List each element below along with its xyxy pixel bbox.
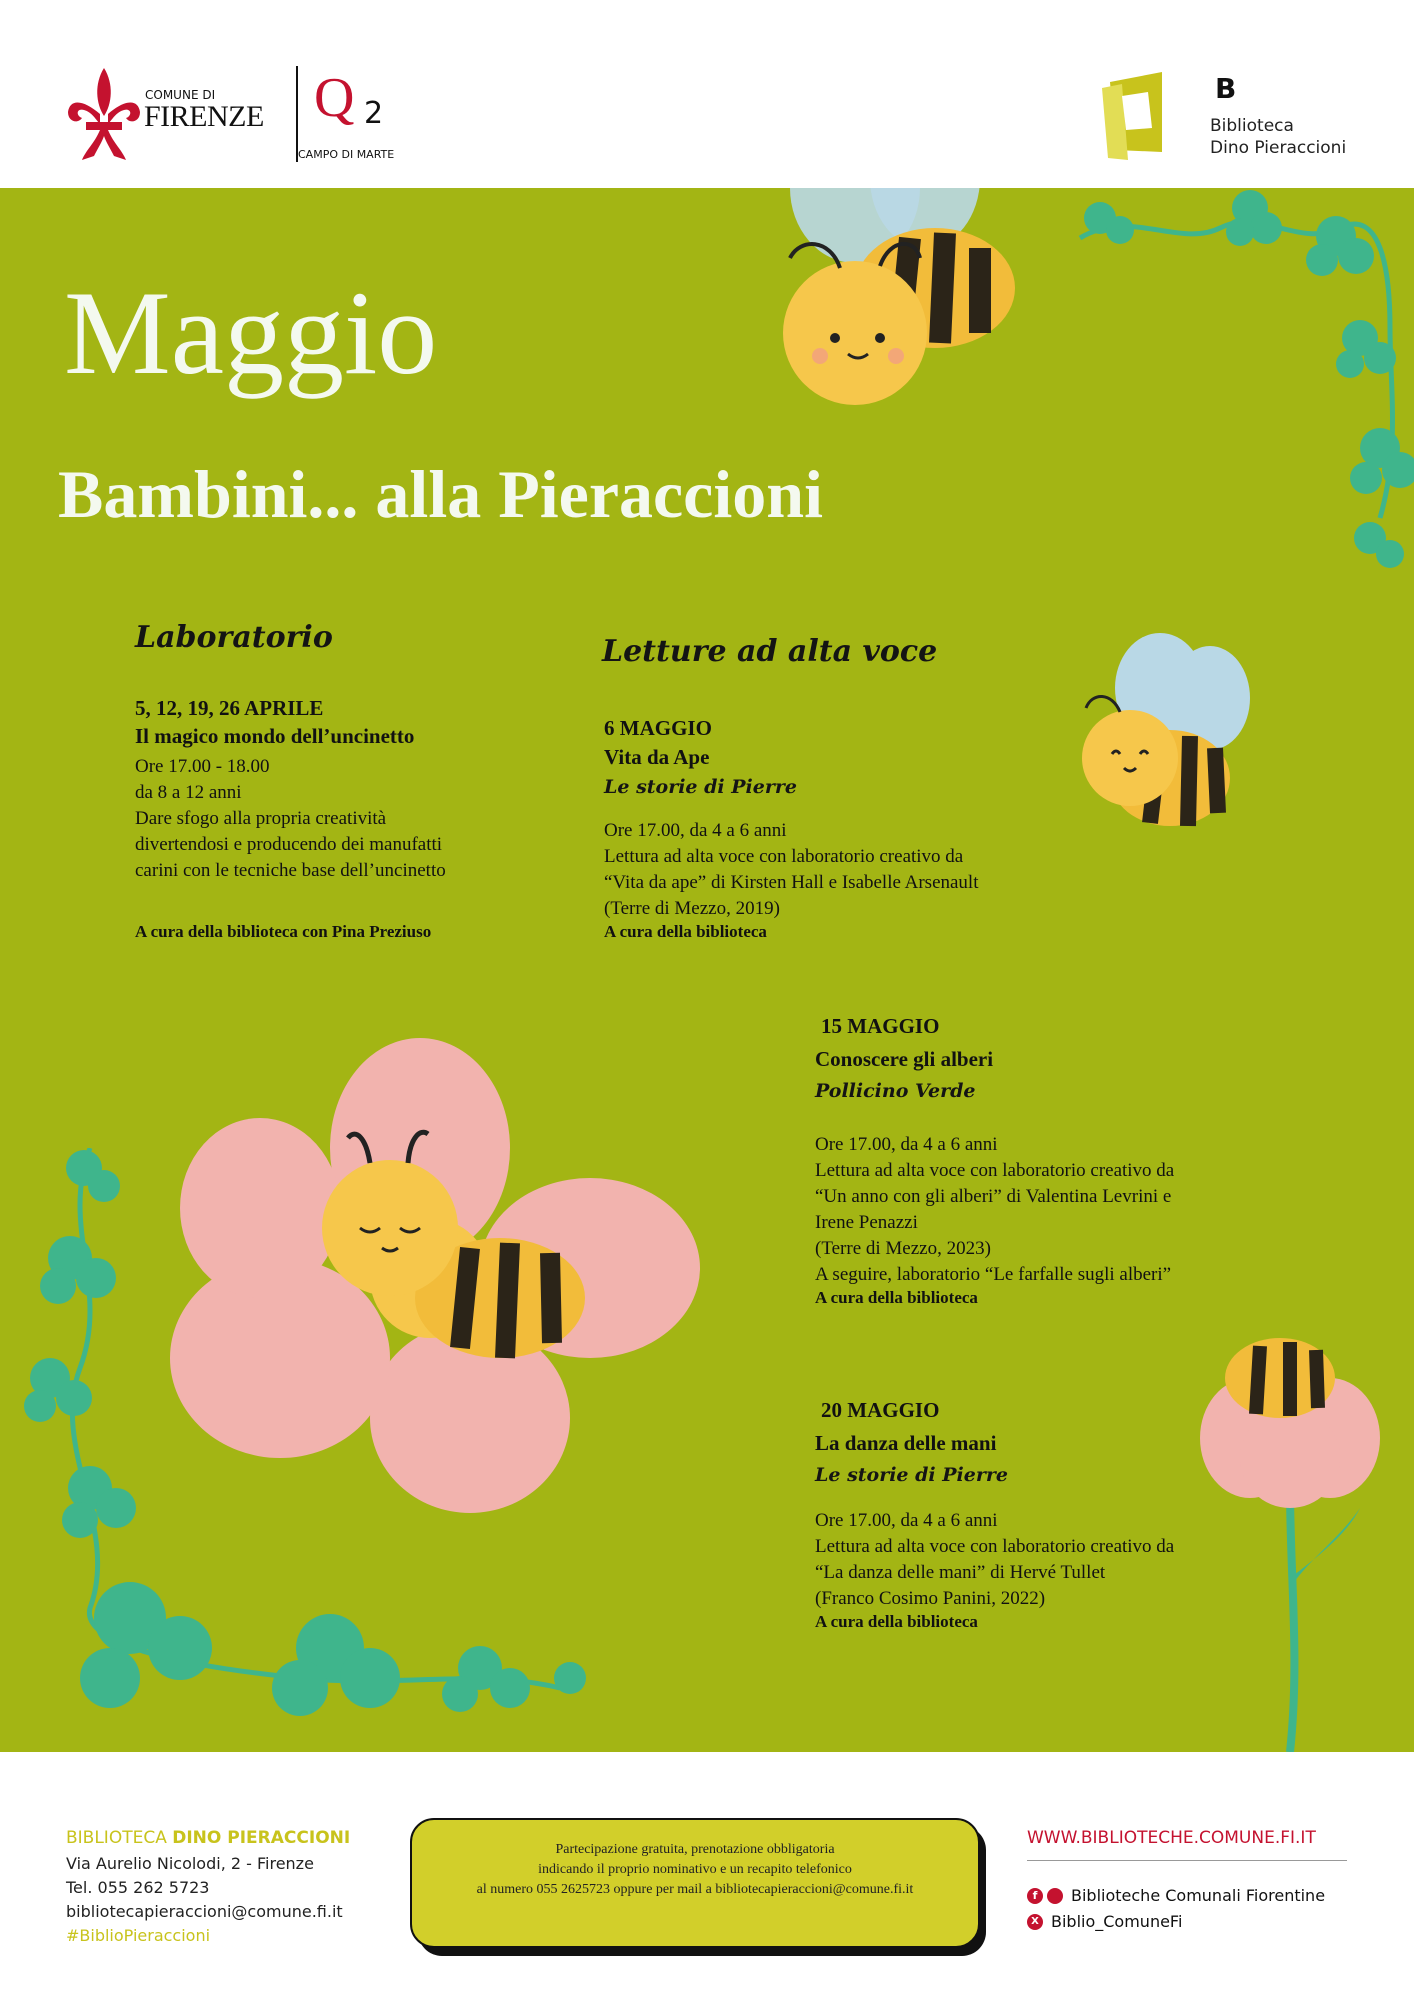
event-line: Lettura ad alta voce con laboratorio creativo da bbox=[815, 1160, 1175, 1181]
event-tag: Pollicino Verde bbox=[815, 1080, 976, 1102]
footer-social-1[interactable]: Biblioteche Comunali Fiorentine bbox=[1071, 1886, 1326, 1905]
footer-library-prefix: BIBLIOTECA bbox=[66, 1828, 173, 1848]
event-20-maggio bbox=[815, 1398, 1295, 1632]
laboratorio-title: Il magico mondo dell’uncinetto bbox=[135, 724, 415, 748]
firenze-lily-logo bbox=[64, 64, 144, 164]
title-main: Maggio bbox=[64, 266, 438, 399]
footer-website-link[interactable]: WWW.BIBLIOTECHE.COMUNE.FI.IT bbox=[1027, 1828, 1316, 1848]
event-line: “La danza delle mani” di Hervé Tullet bbox=[815, 1562, 1106, 1583]
main-panel bbox=[0, 188, 1414, 1752]
event-tag: Le storie di Pierre bbox=[815, 1464, 1008, 1486]
event-tag: Le storie di Pierre bbox=[604, 776, 797, 798]
event-line: Ore 17.00, da 4 a 6 anni bbox=[604, 820, 787, 841]
spotify-icon[interactable] bbox=[1047, 1888, 1063, 1904]
footer-social-row-1[interactable] bbox=[1027, 1886, 1325, 1905]
laboratorio-ages: da 8 a 12 anni bbox=[135, 782, 242, 803]
notice-line3: al numero 055 2625723 oppure per mail a bibliotecapieraccioni@comune.fi.it bbox=[476, 1882, 914, 1897]
footer-phone: Tel. 055 262 5723 bbox=[66, 1878, 210, 1897]
title-subtitle: Bambini... alla Pieraccioni bbox=[58, 456, 823, 532]
laboratorio-time: Ore 17.00 - 18.00 bbox=[135, 756, 270, 777]
footer-email[interactable]: bibliotecapieraccioni@comune.fi.it bbox=[66, 1902, 343, 1921]
event-line: Lettura ad alta voce con laboratorio creativo da bbox=[815, 1536, 1175, 1557]
q2-logo-letter: Q bbox=[314, 67, 355, 129]
event-title: Conoscere gli alberi bbox=[815, 1047, 994, 1071]
event-line: Ore 17.00, da 4 a 6 anni bbox=[815, 1134, 998, 1155]
comune-small-text: COMUNE DI bbox=[145, 88, 216, 102]
laboratorio-credit: A cura della biblioteca con Pina Preziuso bbox=[135, 922, 432, 941]
flower-bee-illustration bbox=[170, 1038, 710, 1518]
event-6-maggio bbox=[604, 716, 1084, 942]
event-line: (Franco Cosimo Panini, 2022) bbox=[815, 1588, 1046, 1609]
event-line: “Un anno con gli alberi” di Valentina Levrini e bbox=[815, 1186, 1172, 1207]
header bbox=[0, 0, 1414, 188]
event-line: Lettura ad alta voce con laboratorio creativo da bbox=[604, 846, 964, 867]
event-15-maggio bbox=[815, 1014, 1295, 1308]
laboratorio-desc-line3: carini con le tecniche base dell’uncinetto bbox=[135, 860, 446, 881]
bee-illustration-large bbox=[740, 188, 1060, 428]
notice-line1: Partecipazione gratuita, prenotazione obbligatoria bbox=[555, 1842, 835, 1857]
footer-library-title bbox=[66, 1828, 350, 1848]
letture-heading: Letture ad alta voce bbox=[602, 634, 938, 669]
event-credit: A cura della biblioteca bbox=[604, 922, 767, 941]
event-credit: A cura della biblioteca bbox=[815, 1612, 978, 1631]
event-line: Ore 17.00, da 4 a 6 anni bbox=[815, 1510, 998, 1531]
library-name-line1: Biblioteca bbox=[1210, 116, 1294, 136]
facebook-icon[interactable]: f bbox=[1027, 1888, 1043, 1904]
bee-illustration-small bbox=[1050, 628, 1280, 848]
laboratorio-desc-line1: Dare sfogo alla propria creatività bbox=[135, 808, 387, 829]
event-credit: A cura della biblioteca bbox=[815, 1288, 978, 1307]
laboratorio-desc-line2: divertendosi e producendo dei manufatti bbox=[135, 834, 443, 855]
footer-social-2[interactable]: Biblio_ComuneFi bbox=[1051, 1912, 1183, 1931]
footer-hashtag[interactable]: #BiblioPieraccioni bbox=[66, 1926, 211, 1945]
event-line: A seguire, laboratorio “Le farfalle sugli alberi” bbox=[815, 1264, 1172, 1285]
comune-firenze-text: FIRENZE bbox=[144, 100, 264, 133]
event-line: Irene Penazzi bbox=[815, 1212, 918, 1233]
clover-vine-top-right bbox=[1060, 188, 1414, 588]
footer bbox=[0, 1752, 1414, 2000]
event-date: 6 MAGGIO bbox=[604, 716, 712, 740]
event-line: (Terre di Mezzo, 2019) bbox=[604, 898, 780, 919]
footer-social-row-2[interactable] bbox=[1027, 1912, 1182, 1931]
biblioteca-logo-icon bbox=[1102, 72, 1202, 162]
event-line: (Terre di Mezzo, 2023) bbox=[815, 1238, 991, 1259]
event-date: 15 MAGGIO bbox=[821, 1014, 940, 1038]
q2-logo-number: 2 bbox=[364, 96, 384, 131]
event-title: Vita da Ape bbox=[604, 745, 710, 769]
q2-subtitle: CAMPO DI MARTE bbox=[298, 148, 395, 161]
laboratorio-heading: Laboratorio bbox=[135, 620, 333, 655]
notice-box bbox=[410, 1818, 980, 1948]
event-title: La danza delle mani bbox=[815, 1431, 997, 1455]
footer-library-name: DINO PIERACCIONI bbox=[172, 1828, 351, 1848]
library-name-line2: Dino Pieraccioni bbox=[1210, 138, 1347, 158]
footer-divider bbox=[1027, 1860, 1347, 1861]
laboratorio-dates: 5, 12, 19, 26 APRILE bbox=[135, 696, 324, 720]
x-icon[interactable]: X bbox=[1027, 1914, 1043, 1930]
event-date: 20 MAGGIO bbox=[821, 1398, 940, 1422]
footer-address: Via Aurelio Nicolodi, 2 - Firenze bbox=[66, 1854, 314, 1873]
notice-line2: indicando il proprio nominativo e un recapito telefonico bbox=[538, 1862, 852, 1877]
event-line: “Vita da ape” di Kirsten Hall e Isabelle Arsenault bbox=[604, 872, 979, 893]
library-letter: B bbox=[1215, 72, 1237, 105]
